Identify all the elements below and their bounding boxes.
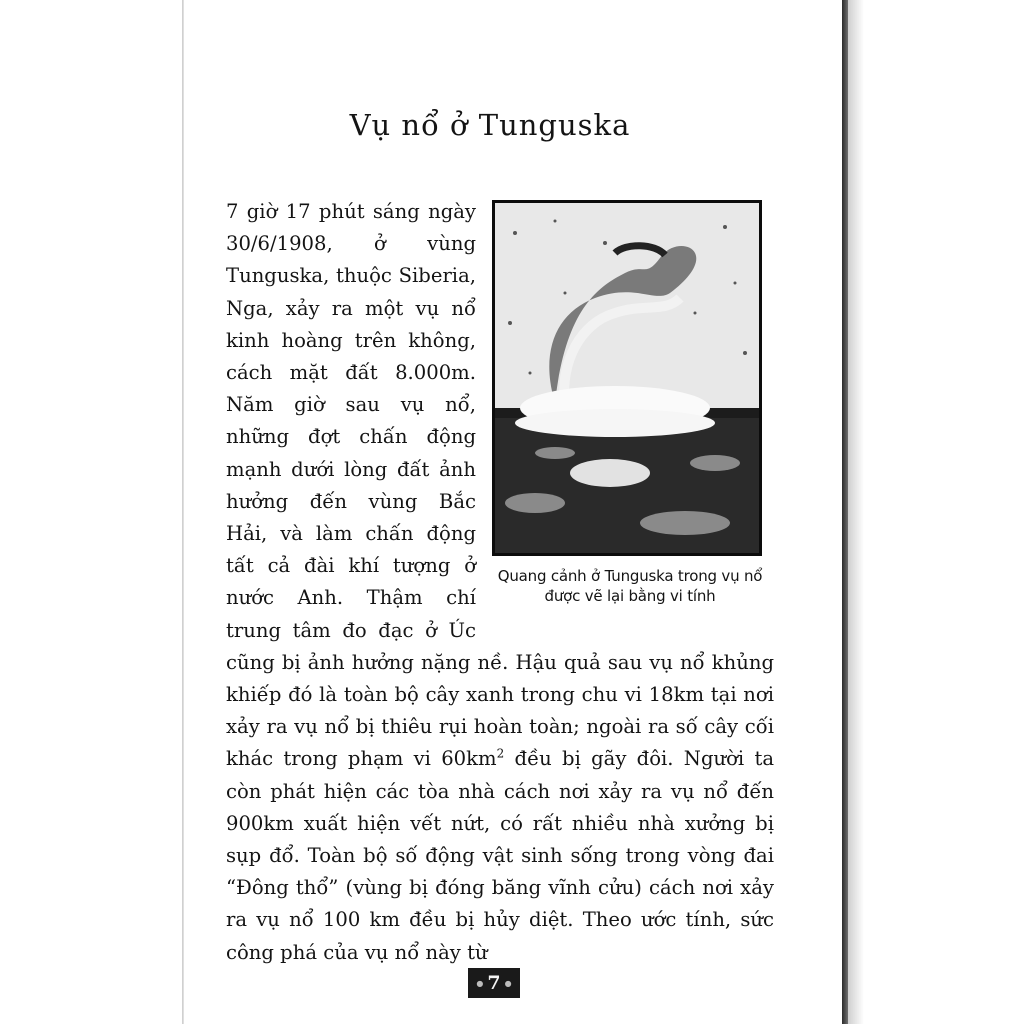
tunguska-illustration	[492, 200, 762, 556]
body-text	[226, 196, 774, 969]
area-superscript: 2	[496, 746, 505, 761]
page-spine-shadow	[848, 0, 864, 1024]
figure	[486, 200, 774, 634]
page-number	[468, 968, 520, 998]
bullet-right-icon: ●	[504, 978, 512, 988]
caption-line: Quang cảnh ở Tunguska trong vụ nổ	[497, 567, 763, 585]
page-left-edge	[182, 0, 184, 1024]
paragraph-text: 7 giờ 17 phút sáng ngày 30/6/1908, ở vùng Tunguska, thuộc Siberia, Nga, xảy ra một vụ nổ kinh hoàng trên không, cách mặt đất 8.000m. Năm giờ sau vụ nổ, những đợt chấn động mạnh dưới lòng đất ảnh hưởng đến vùng Bắc Hải, và làm chấn động tất cả đài khí tượng ở nước Anh. Thậm chí trung tâm đo đạc ở Úc cũng bị ảnh hưởng nặng nề. Hậu quả sau vụ nổ khủng khiếp đó là toàn bộ cây xanh trong chu vi 18km tại nơi xảy ra vụ nổ bị thiêu rụi hoàn toàn; ngoài ra số cây cối khác trong phạm vi 60km	[226, 200, 774, 771]
paragraph-text-continued: đều bị gãy đôi. Người ta còn phát hiện các tòa nhà cách nơi xảy ra vụ nổ đến 900km xuất hiện vết nứt, có rất nhiều nhà xưởng bị sụp đổ. Toàn bộ số động vật sinh sống trong vòng đai “Đông thổ” (vùng bị đóng băng vĩnh cửu) cách nơi xảy ra vụ nổ 100 km đều bị hủy diệt. Theo ước tính, sức công phá của vụ nổ này từ	[226, 747, 774, 964]
bullet-left-icon: ●	[476, 978, 484, 988]
explosion-drawing	[495, 203, 759, 553]
page-number-value: 7	[487, 972, 501, 994]
figure-caption	[486, 566, 774, 606]
caption-line: được vẽ lại bằng vi tính	[544, 587, 716, 605]
page-title: Vụ nổ ở Tunguska	[349, 108, 631, 142]
